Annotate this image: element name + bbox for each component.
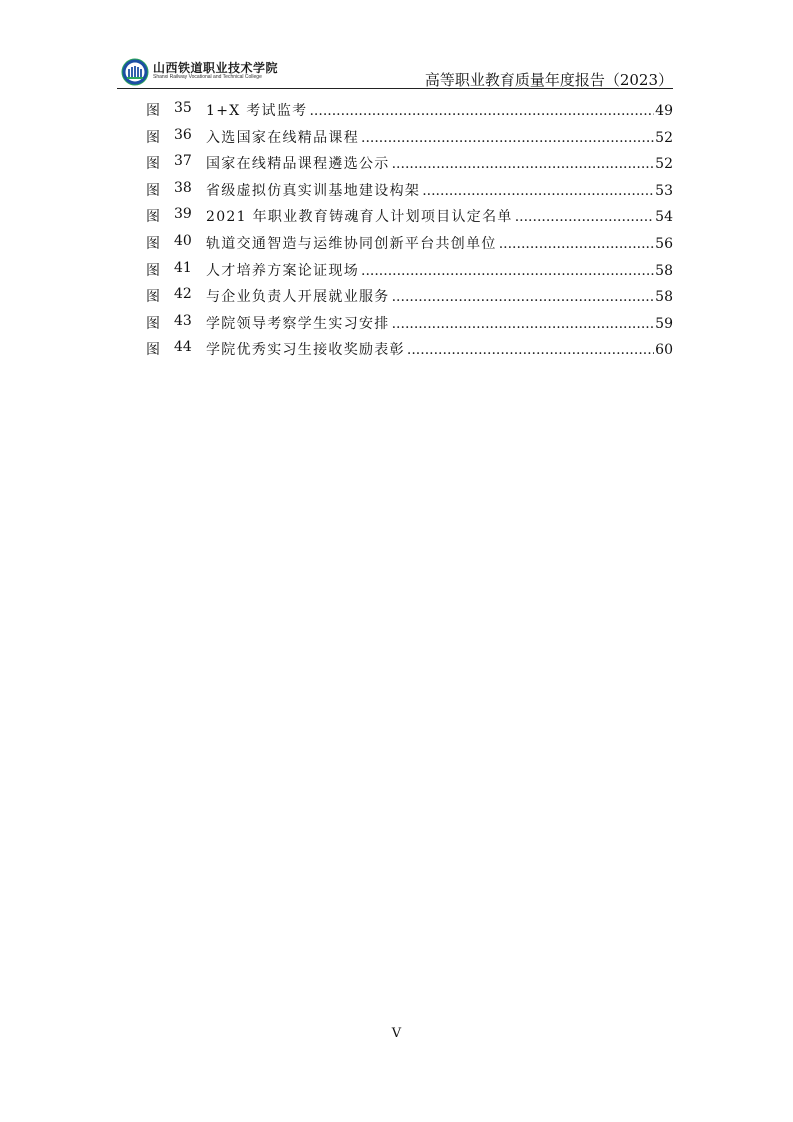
figure-number: 39 (174, 206, 192, 223)
dot-leader (361, 263, 654, 279)
figure-list (146, 100, 673, 366)
figure-number: 40 (174, 232, 192, 249)
entry-page-number: 53 (655, 182, 673, 199)
entry-title: 学院领导考察学生实习安排 (206, 315, 390, 332)
dot-leader (515, 209, 654, 225)
figure-label (146, 260, 206, 280)
entry-page-number: 52 (655, 156, 673, 173)
figure-label (146, 233, 206, 253)
figure-label (146, 127, 206, 147)
entry-page-number: 54 (655, 209, 673, 226)
figure-prefix: 图 (146, 315, 160, 332)
figure-label (146, 313, 206, 333)
entry-title: 1+X 考试监考 (206, 103, 308, 119)
institution-name-cn: 山西铁道职业技术学院 (153, 61, 279, 75)
figure-label (146, 100, 206, 120)
toc-entry[interactable] (146, 153, 673, 180)
entry-title: 轨道交通智造与运维协同创新平台共创单位 (206, 235, 497, 252)
figure-number: 43 (174, 312, 192, 329)
report-title: 高等职业教育质量年度报告（2023） (424, 71, 673, 89)
toc-entry[interactable] (146, 100, 673, 127)
toc-entry[interactable] (146, 339, 673, 366)
figure-prefix: 图 (146, 289, 160, 306)
entry-page-number: 52 (655, 129, 673, 146)
entry-title: 人才培养方案论证现场 (206, 262, 359, 279)
entry-title: 入选国家在线精品课程 (206, 129, 359, 146)
toc-entry[interactable] (146, 233, 673, 260)
figure-prefix: 图 (146, 129, 160, 146)
page-header (117, 56, 673, 88)
figure-prefix: 图 (146, 182, 160, 199)
entry-title: 省级虚拟仿真实训基地建设构架 (206, 182, 421, 199)
figure-label (146, 153, 206, 173)
entry-page-number: 59 (655, 315, 673, 332)
figure-number: 41 (174, 259, 192, 276)
college-logo-icon (121, 58, 149, 86)
entry-page-number: 56 (655, 235, 673, 252)
entry-page-number: 60 (655, 342, 673, 359)
figure-number: 36 (174, 126, 192, 143)
institution-name-en: Shanxi Railway Vocational and Technical College (153, 74, 262, 80)
figure-prefix: 图 (146, 342, 160, 359)
toc-entry[interactable] (146, 313, 673, 340)
dot-leader (407, 342, 654, 358)
toc-entry[interactable] (146, 260, 673, 287)
toc-entry[interactable] (146, 180, 673, 207)
figure-label (146, 286, 206, 306)
entry-title: 学院优秀实习生接收奖励表彰 (206, 342, 405, 359)
dot-leader (499, 236, 654, 252)
toc-entry[interactable] (146, 286, 673, 313)
figure-number: 38 (174, 179, 192, 196)
dot-leader (309, 103, 654, 119)
figure-prefix: 图 (146, 262, 160, 279)
entry-page-number: 58 (655, 289, 673, 306)
dot-leader (422, 183, 654, 199)
figure-number: 44 (174, 339, 192, 356)
dot-leader (392, 156, 655, 172)
entry-page-number: 58 (655, 262, 673, 279)
entry-title: 国家在线精品课程遴选公示 (206, 156, 390, 173)
figure-prefix: 图 (146, 103, 160, 119)
figure-number: 42 (174, 286, 192, 303)
toc-entry[interactable] (146, 127, 673, 154)
figure-number: 37 (174, 153, 192, 170)
figure-prefix: 图 (146, 209, 160, 226)
figure-label (146, 180, 206, 200)
entry-title: 2021 年职业教育铸魂育人计划项目认定名单 (206, 209, 513, 226)
toc-entry[interactable] (146, 206, 673, 233)
dot-leader (392, 289, 655, 305)
header-divider (117, 88, 673, 89)
figure-prefix: 图 (146, 235, 160, 252)
page-number: V (391, 1026, 402, 1041)
dot-leader (361, 130, 654, 146)
entry-page-number: 49 (655, 103, 673, 119)
figure-number: 35 (174, 100, 192, 116)
figure-prefix: 图 (146, 156, 160, 173)
entry-title: 与企业负责人开展就业服务 (206, 289, 390, 306)
dot-leader (392, 316, 655, 332)
figure-label (146, 339, 206, 359)
figure-label (146, 206, 206, 226)
